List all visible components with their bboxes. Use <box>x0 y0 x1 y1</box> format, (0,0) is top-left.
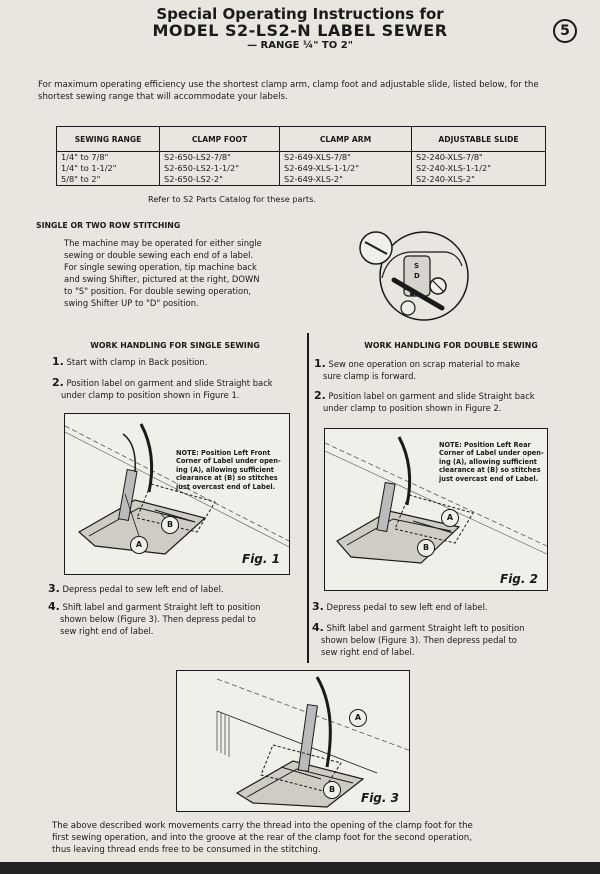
step-text: Depress pedal to sew left end of label. <box>326 602 488 612</box>
table-note: Refer to S2 Parts Catalog for these parts. <box>148 194 317 204</box>
table-cell: S2-649-XLS-7/8" <box>280 152 412 164</box>
table-row <box>57 152 546 164</box>
shifter-d-mark: D <box>414 272 420 280</box>
figure-2-label: Fig. 2 <box>500 572 538 586</box>
text-line: to "S" position. For double sewing operation, <box>64 286 252 296</box>
step-number: 1. <box>52 355 64 368</box>
step-text: Shift label and garment Straight left to position <box>326 623 525 633</box>
callout-b: B <box>323 781 341 799</box>
step-number: 1. <box>314 357 326 370</box>
step-text: Position label on garment and slide Straight back <box>66 378 273 388</box>
intro-paragraph: For maximum operating efficiency use the shortest clamp arm, clamp foot and adjustable slide, listed below, for the shortest sewing range that will accommodate your labels. <box>38 80 539 102</box>
text-line: For single sewing operation, tip machine back <box>64 262 257 272</box>
table-cell: S2-240-XLS-2" <box>412 174 546 186</box>
column-divider <box>307 333 309 663</box>
double-step-3 <box>312 601 568 613</box>
note-line: clearance at (B) so stitches <box>176 474 278 483</box>
text-line: sewing or double sewing each end of a label. <box>64 250 254 260</box>
note-line: clearance at (B) so stitches <box>439 466 541 475</box>
table-row <box>57 163 546 174</box>
callout-a: A <box>349 709 367 727</box>
step-number: 2. <box>52 376 64 389</box>
step-number: 3. <box>48 582 60 595</box>
double-step-1 <box>314 358 568 382</box>
text-line: first sewing operation, and into the groove at the rear of the clamp foot for the second operation, <box>52 833 472 843</box>
col-header-adjustable-slide: ADJUSTABLE SLIDE <box>412 127 546 152</box>
table-cell: S2-649-XLS-2" <box>280 174 412 186</box>
note-line: ing (A), allowing sufficient <box>439 457 537 466</box>
step-text: Position label on garment and slide Straight back <box>328 391 535 401</box>
text-line: and swing Shifter, pictured at the right, DOWN <box>64 274 260 284</box>
table-row <box>57 174 546 186</box>
figure-1-label: Fig. 1 <box>242 552 280 566</box>
header-line-1: Special Operating Instructions for <box>156 5 444 23</box>
step-text: Shift label and garment Straight left to position <box>62 602 261 612</box>
note-line: just overcast end of Label. <box>176 482 276 491</box>
page-bottom-edge <box>0 862 600 874</box>
step-number: 2. <box>314 389 326 402</box>
figure-2-box <box>324 428 548 591</box>
col-header-clamp-arm: CLAMP ARM <box>280 127 412 152</box>
step-number: 4. <box>48 600 60 613</box>
text-line: The machine may be operated for either single <box>64 238 262 248</box>
figure-1-box <box>64 413 290 575</box>
table-cell: S2-650-LS2-1-1/2" <box>160 163 280 174</box>
step-text: shown below (Figure 3). Then depress pedal to <box>60 614 256 624</box>
figure-3-box <box>176 670 410 812</box>
figure-2-note <box>439 441 547 483</box>
table-cell: S2-240-XLS-7/8" <box>412 152 546 164</box>
callout-b: B <box>161 516 179 534</box>
step-text: Depress pedal to sew left end of label. <box>62 584 224 594</box>
table-cell: S2-650-LS2-7/8" <box>160 152 280 164</box>
table-cell: 1/4" to 1-1/2" <box>57 163 160 174</box>
page-title: MODEL S2-LS2-N LABEL SEWER <box>152 21 448 40</box>
parts-table <box>56 126 546 186</box>
table-cell: 1/4" to 7/8" <box>57 152 160 164</box>
single-step-4 <box>48 601 304 637</box>
figure-1-note <box>176 449 288 491</box>
note-line: NOTE: Position Left Front <box>176 449 271 457</box>
callout-b: B <box>417 539 435 557</box>
note-line: Corner of Label under open- <box>439 449 544 458</box>
note-line: ing (A), allowing sufficient <box>176 465 274 474</box>
col-header-clamp-foot: CLAMP FOOT <box>160 127 280 152</box>
stitching-heading: SINGLE OR TWO ROW STITCHING <box>36 221 181 230</box>
single-step-1 <box>52 356 304 368</box>
single-sewing-heading: WORK HANDLING FOR SINGLE SEWING <box>90 341 260 350</box>
shifter-s-mark: S <box>414 262 420 270</box>
step-text: Sew one operation on scrap material to make <box>328 359 520 369</box>
figure-3-label: Fig. 3 <box>361 791 399 805</box>
double-sewing-heading: WORK HANDLING FOR DOUBLE SEWING <box>364 341 538 350</box>
shifter-illustration <box>346 218 472 328</box>
step-text: sew right end of label. <box>60 626 154 636</box>
single-step-2 <box>52 377 304 401</box>
table-cell: S2-649-XLS-1-1/2" <box>280 163 412 174</box>
note-line: NOTE: Position Left Rear <box>439 441 531 449</box>
figure-1-illustration <box>65 414 290 575</box>
step-text: sew right end of label. <box>321 647 415 657</box>
col-header-sewing-range: SEWING RANGE <box>57 127 160 152</box>
range-subtitle: — RANGE ¼" TO 2" <box>247 40 353 51</box>
callout-a: A <box>441 509 459 527</box>
table-cell: S2-650-LS2-2" <box>160 174 280 186</box>
double-step-4 <box>312 622 568 658</box>
callout-a: A <box>130 536 148 554</box>
page-number-badge: 5 <box>553 19 577 43</box>
step-text: shown below (Figure 3). Then depress pedal to <box>321 635 517 645</box>
step-text: under clamp to position shown in Figure 1. <box>61 390 240 400</box>
single-step-3 <box>48 583 304 595</box>
table-cell: 5/8" to 2" <box>57 174 160 186</box>
footer-paragraph <box>52 820 562 856</box>
text-line: The above described work movements carry the thread into the opening of the clamp foot for the <box>52 821 473 831</box>
step-text: Start with clamp in Back position. <box>66 357 208 367</box>
double-step-2 <box>314 390 568 414</box>
note-line: just overcast end of Label. <box>439 474 539 483</box>
stitching-paragraph <box>64 237 314 309</box>
step-text: under clamp to position shown in Figure 2. <box>323 403 502 413</box>
table-cell: S2-240-XLS-1-1/2" <box>412 163 546 174</box>
text-line: swing Shifter UP to "D" position. <box>64 298 199 308</box>
step-text: sure clamp is forward. <box>323 371 417 381</box>
step-number: 3. <box>312 600 324 613</box>
note-line: Corner of Label under open- <box>176 457 281 466</box>
text-line: thus leaving thread ends free to be consumed in the stitching. <box>52 845 321 855</box>
step-number: 4. <box>312 621 324 634</box>
